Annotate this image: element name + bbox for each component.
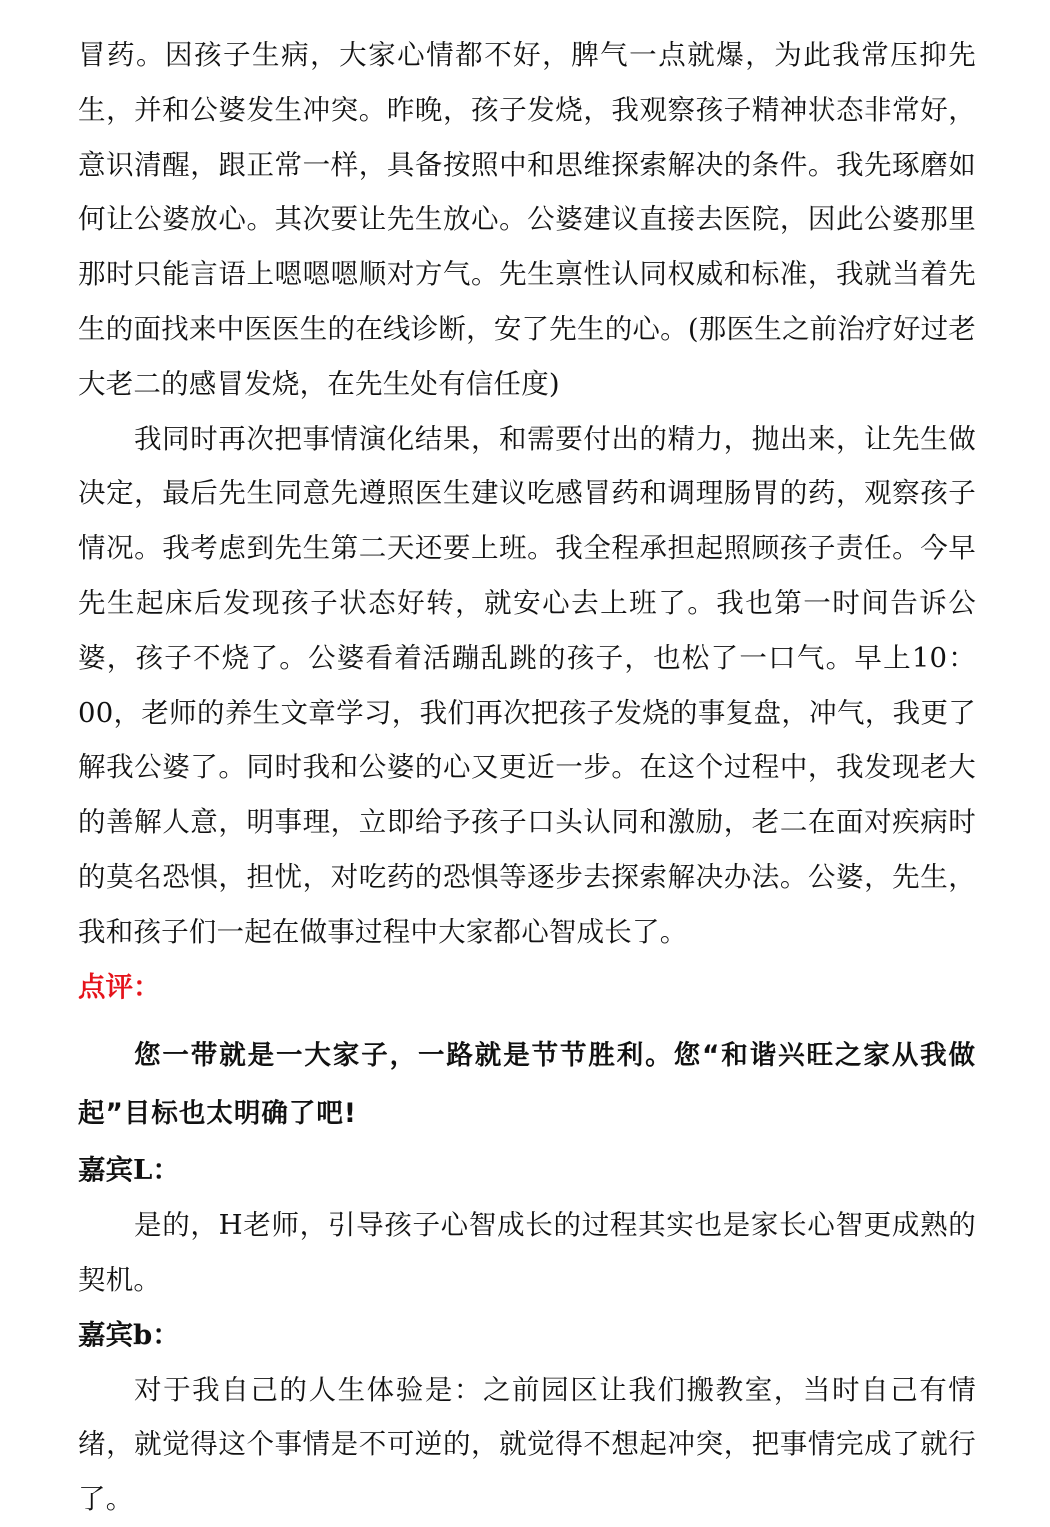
paragraph-continued: 冒药。因孩子生病，大家心情都不好，脾气一点就爆，为此我常压抑先生，并和公婆发生冲突。昨晚，孩子发烧，我观察孩子精神状态非常好，意识清醒，跟正常一样，具备按照中和思维探索解决的条件。我先琢磨如何让公婆放心。其次要让先生放心。公婆建议直接去医院，因此公婆那里那时只能言语上嗯嗯嗯顺对方气。先生禀性认同权威和标准，我就当着先生的面找来中医医生的在线诊断，安了先生的心。(那医生之前治疗好过老大老二的感冒发烧，在先生处有信任度) — [78, 39, 976, 400]
comment-text: 您一带就是一大家子，一路就是节节胜利。您“和谐兴旺之家从我做起”目标也太明确了吧! — [78, 1040, 976, 1130]
guest-b-text: 对于我自己的人生体验是：之前园区让我们搬教室，当时自己有情绪，就觉得这个事情是不可逆的，就觉得不想起冲突，把事情完成了就行了。 — [78, 1373, 976, 1516]
guest-l-text: 是的，H老师，引导孩子心智成长的过程其实也是家长心智更成熟的契机。 — [78, 1209, 976, 1296]
document-page — [78, 28, 976, 1527]
guest-b-heading: 嘉宾b： — [78, 1318, 180, 1351]
comment-heading: 点评： — [78, 970, 161, 1003]
guest-l-heading: 嘉宾L： — [78, 1154, 180, 1187]
paragraph-decision: 我同时再次把事情演化结果，和需要付出的精力，抛出来，让先生做决定，最后先生同意先遵照医生建议吃感冒药和调理肠胃的药，观察孩子情况。我考虑到先生第二天还要上班。我全程承担起照顾孩子责任。今早先生起床后发现孩子状态好转，就安心去上班了。我也第一时间告诉公婆，孩子不烧了。公婆看着活蹦乱跳的孩子，也松了一口气。早上10：00，老师的养生文章学习，我们再次把孩子发烧的事复盘，冲气，我更了解我公婆了。同时我和公婆的心又更近一步。在这个过程中，我发现老大的善解人意，明事理，立即给予孩子口头认同和激励，老二在面对疾病时的莫名恐惧，担忧，对吃药的恐惧等逐步去探索解决办法。公婆，先生，我和孩子们一起在做事过程中大家都心智成长了。 — [78, 422, 976, 948]
